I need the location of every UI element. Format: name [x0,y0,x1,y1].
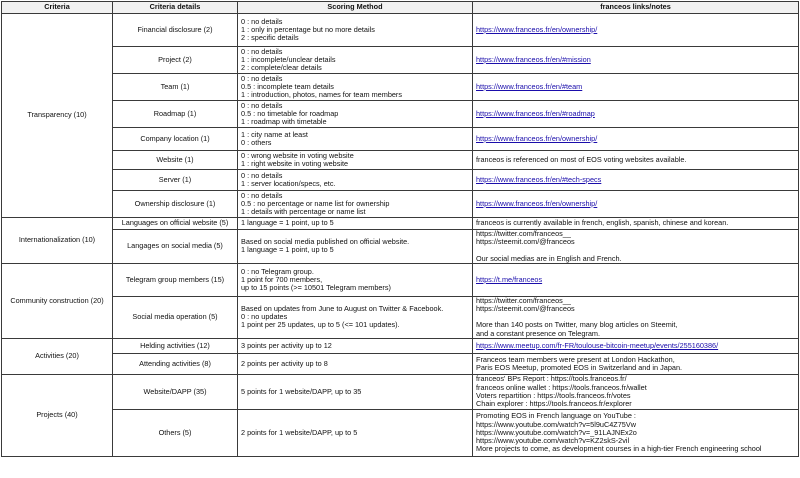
notes-cell [473,47,799,74]
notes-link[interactable]: https://www.franceos.fr/en/#roadmap [476,108,595,118]
scoring-method-cell [238,338,473,353]
criteria-detail-cell: Others (5) [113,409,238,456]
scoring-line: 1 : server location/specs, etc. [241,179,336,188]
table-body [2,14,799,457]
scoring-line: 1 : right website in voting website [241,159,349,168]
scoring-line: 0 : no details [241,46,283,56]
criteria-detail-cell: Telegram group members (15) [113,263,238,296]
notes-line: Promoting EOS in French language on YouTube : [476,411,636,421]
criteria-cell: Community construction (20) [2,263,113,338]
notes-link[interactable]: https://www.franceos.fr/en/ownership/ [476,24,598,34]
table-row [2,14,799,47]
scoring-line: 0.5 : no percentage or name list for ownership [241,198,390,208]
header-scoring-method: Scoring Method [238,2,473,14]
scoring-line: 0 : no details [241,73,283,83]
notes-line: https://twitter.com/franceos__ [476,229,571,238]
scoring-method-cell [238,101,473,128]
scoring-line: 1 : roadmap with timetable [241,117,327,127]
notes-line: More than 140 posts on Twitter, many blog articles on Steemit, [476,320,678,330]
notes-cell [473,101,799,128]
criteria-detail-cell: Languages on official website (5) [113,218,238,230]
notes-line: Chain explorer : https://tools.franceos.fr/explorer [476,399,632,409]
notes-link[interactable]: https://www.franceos.fr/en/#mission [476,54,591,64]
scoring-method-cell [238,170,473,191]
table-row [2,263,799,296]
table-row [2,74,799,101]
criteria-detail-cell: Attending activities (8) [113,353,238,374]
scoring-line: 3 points per activity up to 12 [241,340,332,350]
scoring-line: Based on updates from June to August on Twitter & Facebook. [241,304,444,314]
notes-link[interactable]: https://www.franceos.fr/en/ownership/ [476,133,598,143]
notes-link[interactable]: https://www.franceos.fr/en/#tech-specs [476,174,602,184]
scoring-method-cell [238,14,473,47]
scoring-line: 0 : no details [241,100,283,110]
table-row [2,296,799,338]
criteria-table [1,1,799,457]
table-row [2,374,799,409]
notes-cell [473,230,799,264]
notes-line: Paris EOS Meetup, promoted EOS in Switzerland and in Japan. [476,362,683,372]
criteria-cell: Activities (20) [2,338,113,374]
table-row [2,151,799,170]
scoring-line: 1 language = 1 point, up to 5 [241,245,334,255]
notes-link[interactable]: https://t.me/franceos [476,274,543,284]
table-row [2,191,799,218]
scoring-line: 0 : no details [241,16,283,26]
scoring-line: 5 points for 1 website/DAPP, up to 35 [241,386,362,396]
scoring-method-cell [238,374,473,409]
scoring-method-cell [238,296,473,338]
notes-line: https://www.youtube.com/watch?v=KZ2skS-2vil [476,435,630,445]
notes-cell [473,151,799,170]
notes-line: https://steemit.com/@franceos [476,237,575,247]
scoring-line: 1 : only in percentage but no more details [241,24,375,34]
notes-line: https://steemit.com/@franceos [476,304,575,314]
notes-cell [473,353,799,374]
notes-cell [473,14,799,47]
scoring-line: 1 : incomplete/unclear details [241,54,336,64]
notes-line: franceos is currently available in french, english, spanish, chinese and korean. [476,218,729,228]
notes-line: franceos' BPs Report : https://tools.franceos.fr/ [476,374,627,384]
notes-cell [473,191,799,218]
table-row [2,338,799,353]
scoring-line: 1 : details with percentage or name list [241,207,366,217]
scoring-line: 2 : specific details [241,33,299,43]
scoring-line: 0 : no details [241,170,283,180]
notes-line: franceos online wallet : https://tools.franceos.fr/wallet [476,382,647,392]
notes-line: franceos is referenced on most of EOS voting websites available. [476,154,687,164]
notes-cell [473,170,799,191]
notes-line: https://www.youtube.com/watch?v=5l9uC4Z75Vw [476,419,637,429]
notes-link[interactable]: https://www.meetup.com/fr-FR/toulouse-bitcoin-meetup/events/255160386/ [476,340,719,350]
notes-cell [473,409,799,456]
scoring-method-cell [238,128,473,151]
header-criteria: Criteria [2,2,113,14]
notes-line: https://twitter.com/franceos__ [476,296,571,305]
scoring-line: 0.5 : no timetable for roadmap [241,108,339,118]
criteria-detail-cell: Helding activities (12) [113,338,238,353]
table-row [2,47,799,74]
notes-cell [473,296,799,338]
scoring-line: 2 points for 1 website/DAPP, up to 5 [241,427,358,437]
notes-line: Franceos team members were present at London Hackathon, [476,354,675,364]
criteria-cell: Projects (40) [2,374,113,456]
scoring-method-cell [238,353,473,374]
table-row [2,230,799,264]
table-row [2,218,799,230]
scoring-line: 2 : complete/clear details [241,63,322,73]
notes-line: Voters repartition : https://tools.franceos.fr/votes [476,390,631,400]
notes-line: Our social medias are in English and French. [476,253,622,263]
scoring-line: 0 : no updates [241,312,288,322]
header-row [2,2,799,14]
notes-cell [473,128,799,151]
header-links-notes: franceos links/notes [473,2,799,14]
criteria-detail-cell: Financial disclosure (2) [113,14,238,47]
scoring-method-cell [238,230,473,264]
criteria-detail-cell: Project (2) [113,47,238,74]
scoring-line: 0 : no Telegram group. [241,266,314,276]
table-row [2,353,799,374]
scoring-line: 1 : introduction, photos, names for team members [241,90,403,100]
notes-cell [473,374,799,409]
scoring-line: up to 15 points (>= 10501 Telegram members) [241,282,391,292]
criteria-detail-cell: Roadmap (1) [113,101,238,128]
table-row [2,128,799,151]
criteria-cell: Internationalization (10) [2,218,113,264]
notes-link[interactable]: https://www.franceos.fr/en/ownership/ [476,198,598,208]
table-row [2,409,799,456]
scoring-line: 0.5 : incomplete team details [241,81,334,91]
scoring-line: 0 : no details [241,190,283,200]
scoring-method-cell [238,263,473,296]
notes-cell [473,74,799,101]
criteria-detail-cell: Ownership disclosure (1) [113,191,238,218]
table-row [2,170,799,191]
criteria-detail-cell: Team (1) [113,74,238,101]
criteria-detail-cell: Company location (1) [113,128,238,151]
scoring-line: 1 : city name at least [241,129,308,139]
scoring-line: 1 point per 25 updates, up to 5 (<= 101 updates). [241,320,400,330]
scoring-method-cell [238,74,473,101]
scoring-line: 0 : others [241,138,272,147]
criteria-detail-cell: Website/DAPP (35) [113,374,238,409]
notes-line: and a constant presence on Telegram. [476,328,600,338]
notes-link[interactable]: https://www.franceos.fr/en/#team [476,81,583,91]
notes-cell [473,338,799,353]
criteria-cell: Transparency (10) [2,14,113,218]
table-row [2,101,799,128]
notes-line: More projects to come, as development courses in a high-tier French engineering school [476,444,762,454]
scoring-method-cell [238,47,473,74]
scoring-method-cell [238,409,473,456]
header-criteria-details: Criteria details [113,2,238,14]
notes-line: https://www.youtube.com/watch?v=_91LAJNEx2o [476,427,637,437]
scoring-method-cell [238,191,473,218]
notes-cell [473,218,799,230]
criteria-detail-cell: Server (1) [113,170,238,191]
scoring-line: 1 language = 1 point, up to 5 [241,218,334,228]
criteria-detail-cell: Website (1) [113,151,238,170]
scoring-line: 0 : wrong website in voting website [241,150,354,160]
scoring-line: 1 point for 700 members, [241,274,323,284]
criteria-detail-cell: Social media operation (5) [113,296,238,338]
criteria-detail-cell: Langages on social media (5) [113,230,238,264]
notes-cell [473,263,799,296]
scoring-method-cell [238,218,473,230]
scoring-line: 2 points per activity up to 8 [241,358,328,368]
scoring-method-cell [238,151,473,170]
scoring-line: Based on social media published on official website. [241,237,410,247]
